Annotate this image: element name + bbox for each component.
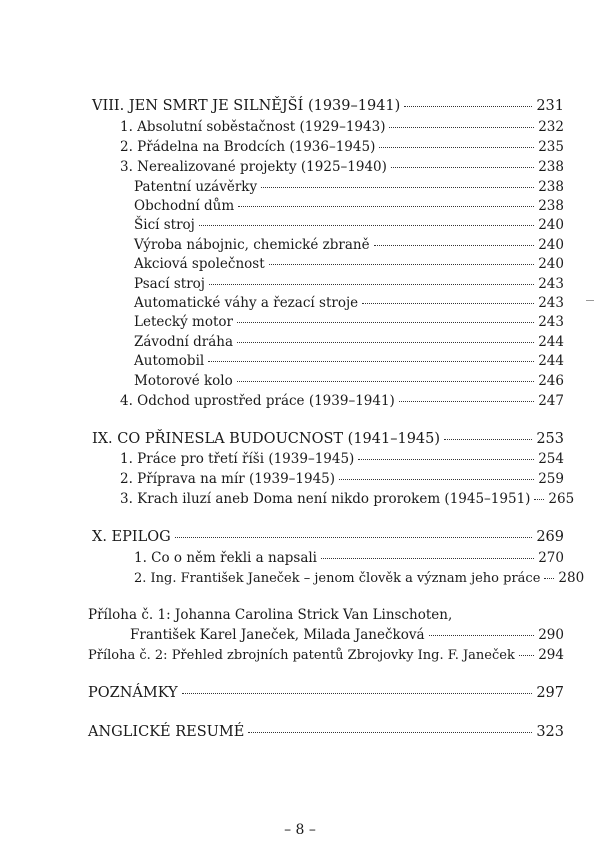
- toc-page-number: 244: [538, 334, 564, 350]
- toc-leader-dots: [358, 459, 534, 460]
- toc-page-number: 240: [538, 217, 564, 233]
- toc-leader-dots: [261, 187, 534, 188]
- toc-page-number: 232: [538, 119, 564, 135]
- toc-page-number: 238: [538, 198, 564, 214]
- toc-leader-dots: [399, 401, 534, 402]
- toc-entry: [120, 392, 564, 410]
- toc-entry: [134, 197, 564, 215]
- toc-page-number: 294: [538, 647, 564, 663]
- toc-entry: [120, 470, 564, 488]
- toc-page-number: 265: [548, 491, 575, 507]
- toc-leader-dots: [175, 537, 533, 538]
- toc-entry-title: X. EPILOG: [92, 529, 171, 545]
- toc-leader-dots: [339, 479, 534, 480]
- toc-chapter-x: [92, 528, 564, 546]
- toc-chapter-viii: [92, 97, 564, 115]
- toc-entry: [134, 569, 585, 588]
- toc-entry: [134, 549, 564, 567]
- toc-leader-dots: [321, 558, 534, 559]
- toc-entry-title: 1. Práce pro třetí říši (1939–1945): [120, 451, 355, 467]
- toc-entry: [134, 313, 564, 331]
- toc-leader-dots: [391, 167, 534, 168]
- toc-entry: [120, 490, 575, 508]
- toc-leader-dots: [519, 655, 534, 656]
- toc-page-number: 243: [538, 314, 564, 330]
- toc-leader-dots: [209, 284, 534, 285]
- toc-entry: [134, 236, 564, 254]
- toc-leader-dots: [237, 381, 534, 382]
- toc-entry-title: Příloha č. 2: Přehled zbrojních patentů Zbrojovky Ing. F. Janeček: [88, 648, 515, 663]
- toc-entry: [120, 450, 564, 468]
- toc-leader-dots: [404, 106, 532, 107]
- toc-entry-title: Psací stroj: [134, 276, 205, 292]
- margin-mark: [586, 300, 594, 301]
- toc-entry-title: Letecký motor: [134, 314, 233, 330]
- toc-page-number: 297: [536, 685, 564, 701]
- toc-page-number: 240: [538, 256, 564, 272]
- toc-entry-title: POZNÁMKY: [88, 685, 178, 701]
- toc-entry-title: 2. Přádelna na Brodcích (1936–1945): [120, 139, 376, 155]
- toc-page-number: 280: [558, 570, 585, 586]
- toc-page-number: 290: [538, 627, 564, 643]
- toc-entry-title: František Karel Janeček, Milada Janečková: [130, 627, 425, 643]
- appendix-1-line-1: Příloha č. 1: Johanna Carolina Strick Van Linschoten,: [88, 607, 453, 623]
- toc-page-number: 244: [538, 353, 564, 369]
- toc-appendix-2: [88, 646, 564, 665]
- toc-entry-title: Akciová společnost: [134, 256, 265, 272]
- toc-entry: [134, 352, 564, 370]
- toc-page-number: 254: [538, 451, 564, 467]
- toc-page-number: 240: [538, 237, 564, 253]
- toc-entry-title: 2. Ing. František Janeček – jenom člověk a význam jeho práce: [134, 571, 541, 586]
- toc-leader-dots: [379, 147, 534, 148]
- toc-leader-dots: [237, 342, 534, 343]
- toc-leader-dots: [269, 264, 535, 265]
- toc-page-number: 269: [536, 529, 564, 545]
- toc-leader-dots: [208, 361, 534, 362]
- toc-page-number: 246: [538, 373, 564, 389]
- toc-entry-title: Šicí stroj: [134, 217, 195, 233]
- toc-leader-dots: [374, 245, 535, 246]
- toc-leader-dots: [362, 303, 534, 304]
- page-number: – 8 –: [284, 822, 316, 838]
- toc-page-number: 253: [536, 431, 564, 447]
- toc-page-number: 323: [536, 724, 564, 740]
- toc-entry-title: 1. Co o něm řekli a napsali: [134, 550, 318, 566]
- toc-leader-dots: [444, 439, 532, 440]
- toc-entry: [120, 158, 564, 176]
- toc-entry: [120, 118, 564, 136]
- toc-appendix-1: [130, 626, 564, 644]
- toc-entry-title: 3. Krach iluzí aneb Doma není nikdo prorokem (1945–1951): [120, 491, 531, 507]
- toc-entry-title: Automobil: [134, 353, 205, 369]
- toc-page-number: 238: [538, 179, 564, 195]
- toc-leader-dots: [534, 499, 544, 500]
- toc-entry-title: Výroba nábojnic, chemické zbraně: [134, 237, 370, 253]
- toc-page-number: 243: [538, 276, 564, 292]
- toc-page-number: 259: [538, 471, 564, 487]
- toc-page-number: 270: [538, 550, 564, 566]
- toc-leader-dots: [238, 206, 534, 207]
- toc-entry: [134, 255, 564, 273]
- toc-entry-title: Závodní dráha: [134, 334, 234, 350]
- toc-leader-dots: [389, 127, 534, 128]
- toc-leader-dots: [429, 635, 535, 636]
- toc-page-number: 243: [538, 295, 564, 311]
- toc-leader-dots: [199, 225, 534, 226]
- toc-entry-title: Obchodní dům: [134, 198, 235, 214]
- toc-entry-title: ANGLICKÉ RESUMÉ: [88, 724, 245, 740]
- toc-entry-title: 3. Nerealizované projekty (1925–1940): [120, 159, 387, 175]
- toc-entry: [134, 372, 564, 390]
- toc-leader-dots: [248, 732, 532, 733]
- toc-entry: [134, 275, 564, 293]
- toc-leader-dots: [544, 578, 554, 579]
- toc-leader-dots: [182, 693, 533, 694]
- toc-resume: [88, 723, 564, 741]
- toc-entry-title: Motorové kolo: [134, 373, 233, 389]
- toc-page-number: 247: [538, 393, 564, 409]
- toc-leader-dots: [237, 322, 534, 323]
- toc-entry-title: IX. CO PŘINESLA BUDOUCNOST (1941–1945): [92, 431, 441, 447]
- toc-notes: [88, 684, 564, 702]
- toc-page-number: 235: [538, 139, 564, 155]
- toc-entry-title: Patentní uzávěrky: [134, 179, 258, 195]
- toc-entry-title: Automatické váhy a řezací stroje: [134, 295, 359, 311]
- toc-page-number: 231: [536, 98, 564, 114]
- toc-page-number: 238: [538, 159, 564, 175]
- toc-chapter-ix: [92, 430, 564, 448]
- toc-entry-title: 4. Odchod uprostřed práce (1939–1941): [120, 393, 395, 409]
- toc-entry: [134, 294, 564, 312]
- toc-entry: [120, 138, 564, 156]
- toc-entry-title: 2. Příprava na mír (1939–1945): [120, 471, 336, 487]
- toc-entry-title: 1. Absolutní soběstačnost (1929–1943): [120, 119, 386, 135]
- toc-entry-title: VIII. JEN SMRT JE SILNĚJŠÍ (1939–1941): [92, 98, 401, 114]
- toc-entry: [134, 333, 564, 351]
- toc-entry: [134, 216, 564, 234]
- toc-entry: [134, 178, 564, 196]
